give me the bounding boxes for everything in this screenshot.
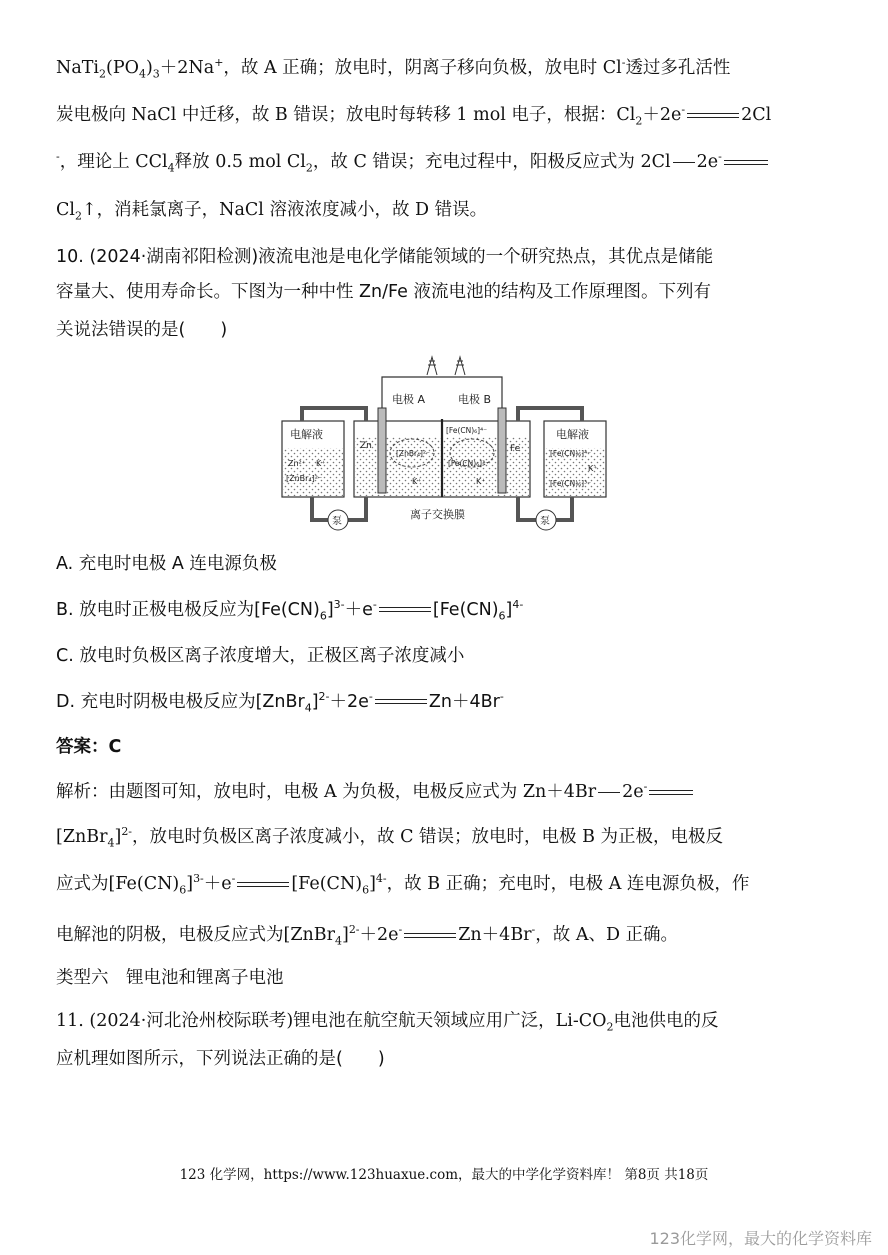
pump-left-label: 泵 [332, 516, 342, 527]
k-ion-tank-label: K⁺ [588, 464, 598, 473]
option-a: A. 充电时电极 A 连电源负极 [56, 554, 277, 574]
analysis-line-3: 应式为$[Fe(CN)_6]^{3-}+e^-$ $[Fe(CN)_6]^{4-}$，故 B 正确；充电时，电极 A 连电源负极，作 [56, 872, 750, 897]
prev-line-3: -，理论上 CCl$_4$释放 0.5 mol $Cl_2$，故 C 错误；充电过程中，阳极反应式为 2Cl 2e- [56, 154, 770, 172]
equals-sign [649, 788, 693, 798]
electrode-b [498, 408, 506, 493]
electrode-a-label: 电极 A [392, 393, 426, 406]
flow-battery-diagram [272, 353, 612, 538]
znbr4-tank-label: [ZnBr₄]²⁻ [286, 474, 323, 483]
equals-sign [237, 880, 289, 890]
prev-line-1: $NaTi_2(PO_4)_3+2Na^+$，故 A 正确；放电时，阴离子移向负极，放电时 Cl-透过多孔活性 [56, 56, 731, 81]
k-ion-label: K⁺ [316, 459, 326, 468]
section-title: 类型六 锂电池和锂离子电池 [56, 968, 284, 988]
equals-sign [379, 605, 431, 615]
analysis-line-4: 电解池的阴极，电极反应式为[ZnBr$_4$]$^{2-}$＋2e- Zn＋4Br-，故 A、D 正确。 [56, 923, 679, 948]
page-footer: 123 化学网，https://www.123huaxue.com，最大的中学化学资料库！ 第8页 共18页 [179, 1167, 709, 1183]
pump-right-label: 泵 [540, 516, 550, 527]
zn-ion-label: Zn²⁺ [288, 459, 306, 468]
fe-label: Fe [510, 444, 521, 454]
right-electrolyte-label: 电解液 [556, 428, 589, 441]
electrode-a [378, 408, 386, 493]
minus-sign [673, 162, 695, 163]
znbr4-cell-label: [ZnBr₄]²⁻ [396, 449, 430, 458]
option-d: D. 充电时阴极电极反应为[ZnBr$_4$]$^{2-}$＋2e- Zn＋4Br- [56, 690, 504, 715]
left-tank-liquid [283, 448, 343, 496]
electrode-b-label: 电极 B [458, 393, 492, 406]
zn-label: Zn [360, 441, 372, 451]
minus-sign [598, 792, 620, 793]
q10-stem-line-3: 关说法错误的是( ) [56, 320, 228, 340]
prev-line-4: $Cl_2↑$，消耗氯离子，NaCl 溶液浓度减小，故 D 错误。 [56, 200, 488, 223]
q11-stem-line-1: 11. (2024·河北沧州校际联考)锂电池在航空航天领域应用广泛，$Li-CO_2$电池供电的反 [56, 1011, 719, 1034]
q10-stem-line-2: 容量大、使用寿命长。下图为一种中性 Zn/Fe 液流电池的结构及工作原理图。下列有 [56, 282, 711, 302]
k-ion-cell-label-2: K⁺ [476, 477, 486, 486]
analysis-line-2: [ZnBr$_4$]$^{2-}$，放电时负极区离子浓度减小，故 C 错误；放电时，电极 B 为正极，电极反 [56, 825, 724, 850]
equals-sign [375, 697, 427, 707]
fecn-cell-label-2: [Fe(CN)₆]³⁻ [448, 459, 490, 468]
option-c: C. 放电时负极区离子浓度增大，正极区离子浓度减小 [56, 646, 465, 666]
q10-stem-line-1: 10. (2024·湖南祁阳检测)液流电池是电化学储能领域的一个研究热点，其优点是储能 [56, 247, 714, 267]
option-b: B. 放电时正极电极反应为$[Fe(CN)_6]^{3-}+e^-$ $[Fe(CN)_6]^{4-}$ [56, 598, 524, 623]
pipe-top-left [302, 408, 366, 421]
answer: 答案：C [56, 737, 122, 757]
fecn-cell-label-1: [Fe(CN)₆]⁴⁻ [446, 426, 488, 435]
q11-stem-line-2: 应机理如图所示，下列说法正确的是( ) [56, 1049, 385, 1069]
watermark: 123化学网，最大的化学资料库 [649, 1229, 872, 1248]
analysis-line-1: 解析：由题图可知，放电时，电极 A 为负极，电极反应式为 Zn＋4Br 2e- [56, 784, 695, 802]
left-electrolyte-label: 电解液 [290, 428, 323, 441]
fecn-tank-label-1: [Fe(CN)₆]⁴⁻ [550, 449, 592, 458]
equals-sign [687, 111, 739, 121]
fecn-tank-label-2: [Fe(CN)₆]³⁻ [550, 479, 592, 488]
pipe-top-right [518, 408, 582, 421]
k-ion-cell-label: K⁺ [412, 477, 422, 486]
power-tower-icon [427, 357, 465, 375]
equals-sign [404, 931, 456, 941]
equals-sign [724, 158, 768, 168]
membrane-label: 离子交换膜 [410, 508, 465, 521]
prev-line-2: 炭电极向 NaCl 中迁移，故 B 错误；放电时每转移 1 mol 电子，根据：$Cl_2+2e^-$ 2Cl [56, 103, 772, 128]
